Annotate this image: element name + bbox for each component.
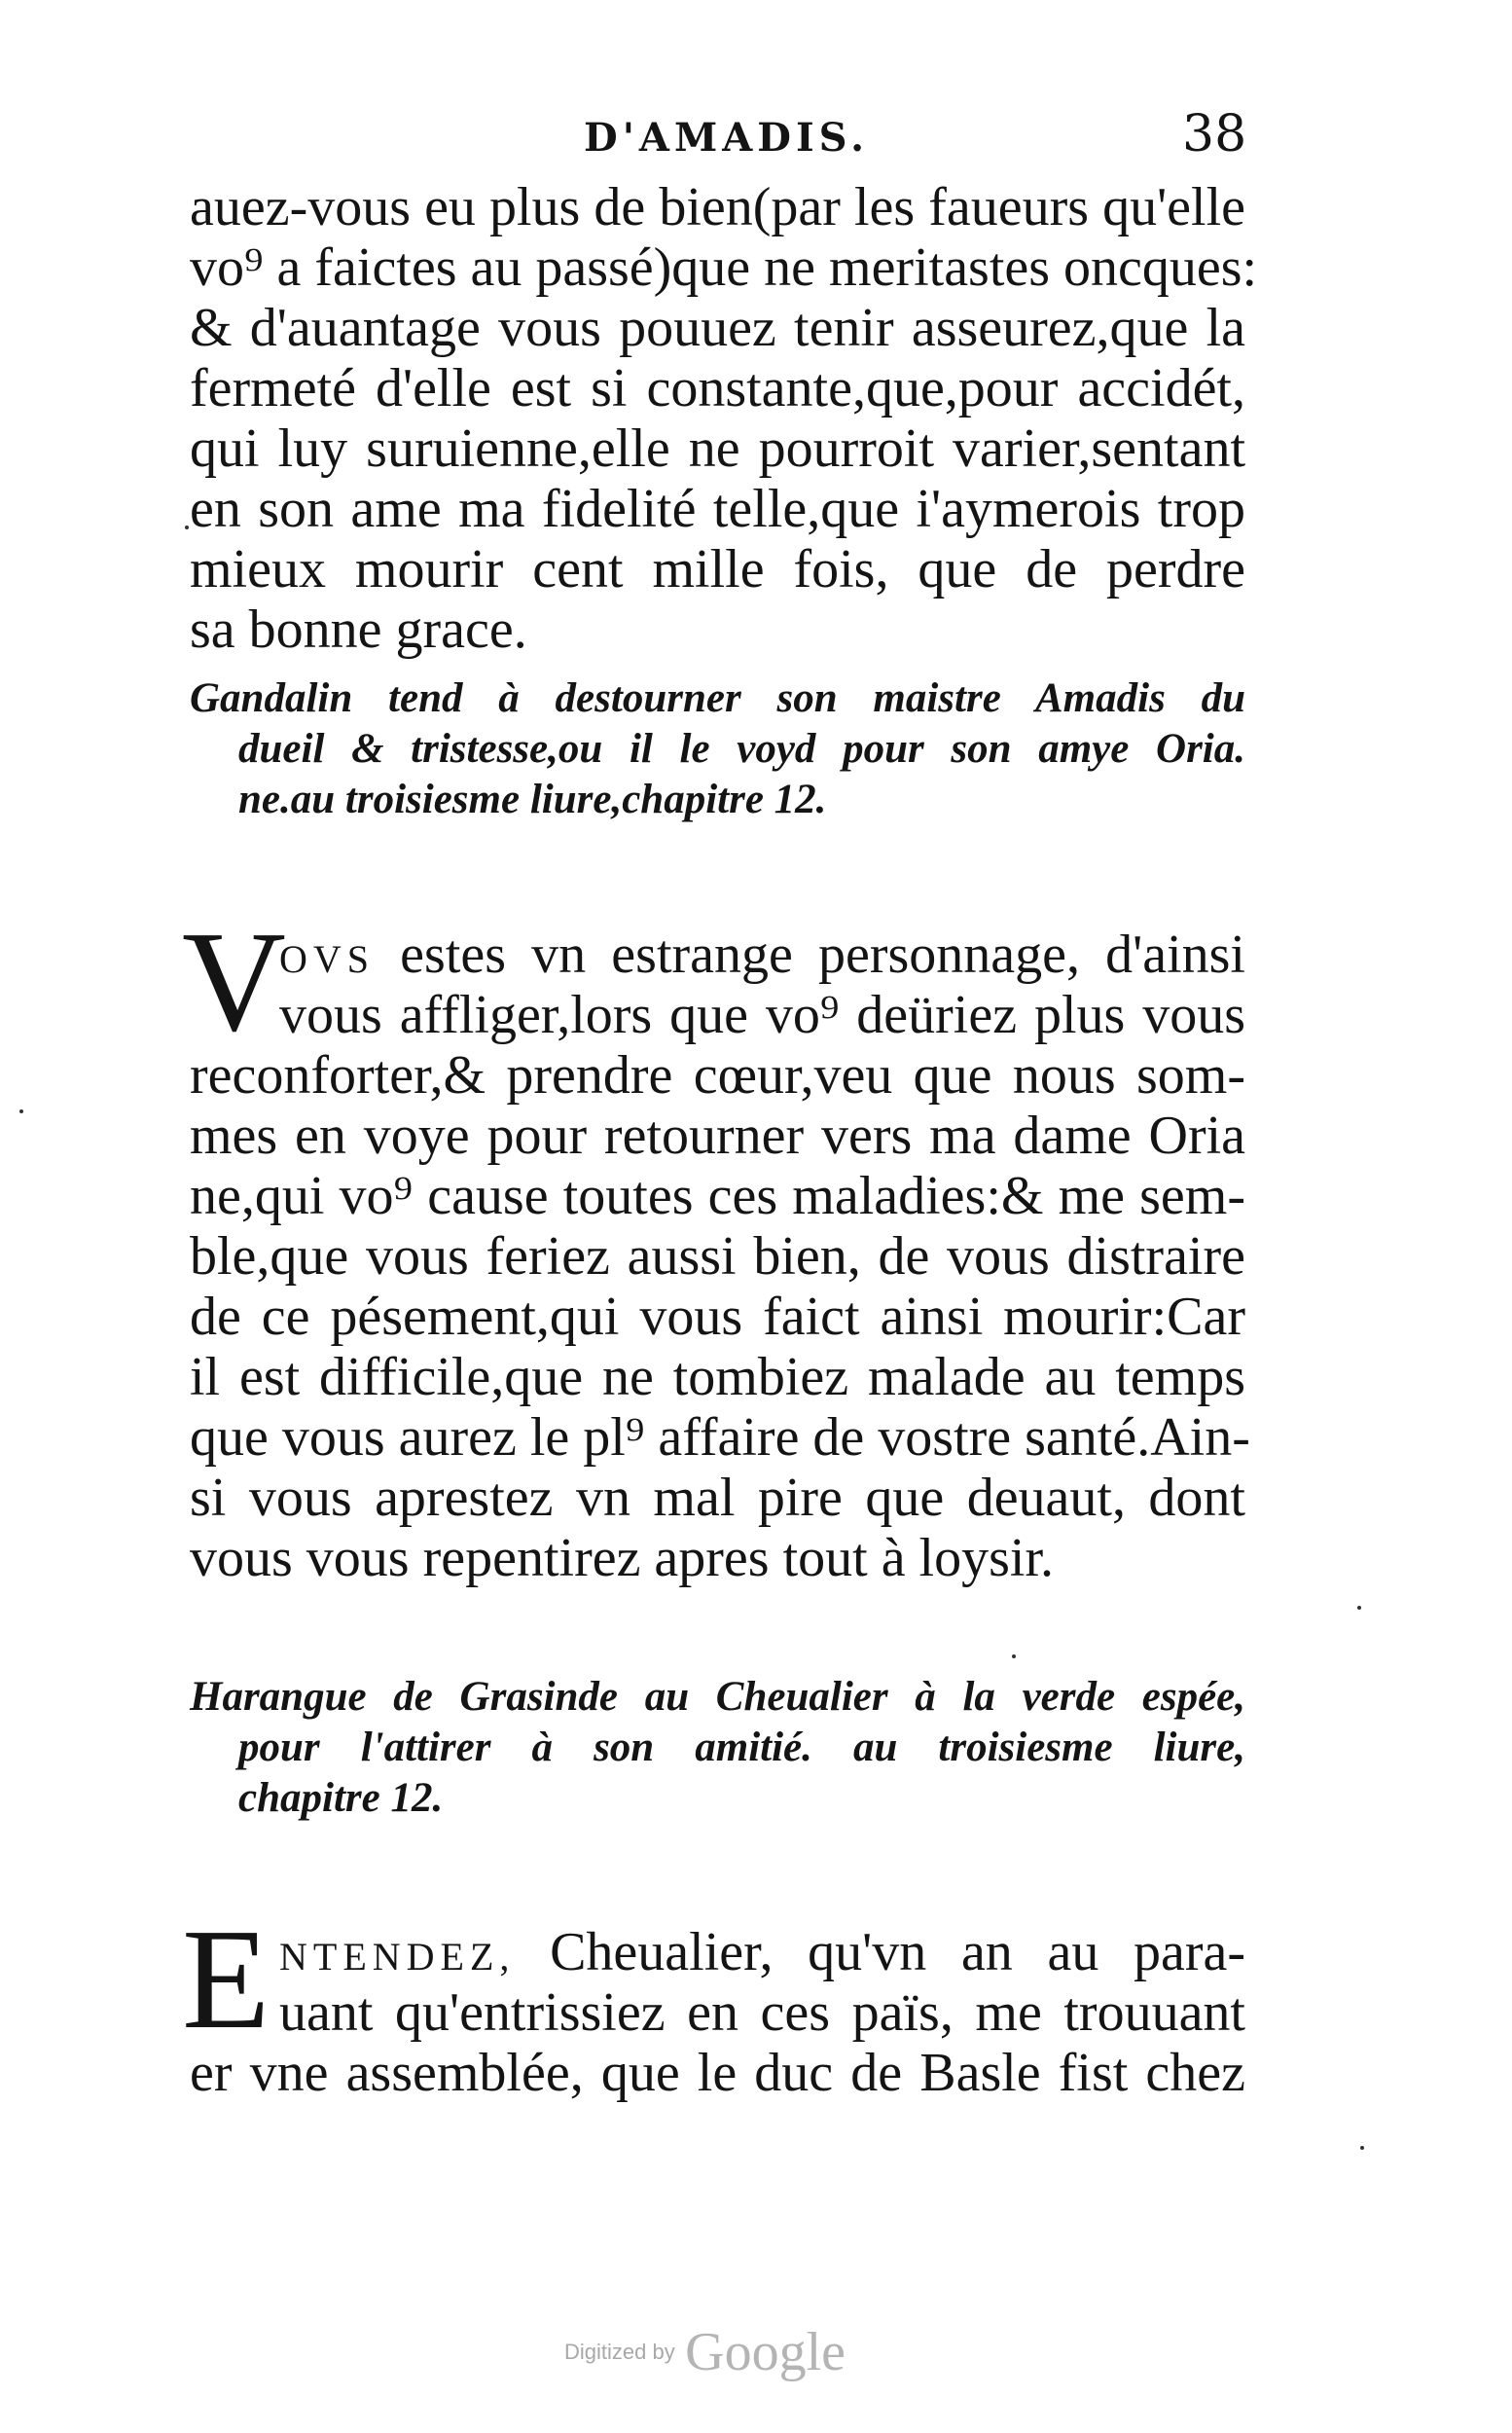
text-line: er vne assemblée, que le duc de Basle fist chez bbox=[190, 2043, 1245, 2103]
text-line bbox=[190, 1922, 1245, 1982]
text-line: qui luy suruienne,elle ne pourroit varier,sentant bbox=[190, 418, 1245, 479]
heading-line: ne.au troisiesme liure,chapitre 12. bbox=[238, 777, 827, 822]
text-line: reconforter,& prendre cœur,veu que nous som- bbox=[190, 1045, 1245, 1106]
heading-line: pour l'attirer à son amitié. au troisiesme liure, bbox=[238, 1725, 1245, 1770]
text-line: uant qu'entrissiez en ces païs, me trouuant bbox=[279, 1982, 1245, 2043]
text-line: fermeté d'elle est si constante,que,pour accidét, bbox=[190, 358, 1245, 418]
page-number: 38 bbox=[1182, 105, 1247, 163]
section-heading-1 bbox=[190, 673, 1245, 825]
heading-line: dueil & tristesse,ou il le voyd pour son amye Oria. bbox=[238, 726, 1245, 772]
text-line: mieux mourir cent mille fois, que de perdre bbox=[190, 539, 1245, 599]
scan-speck bbox=[19, 1109, 23, 1113]
scan-speck bbox=[1357, 1606, 1361, 1610]
google-logo: Google bbox=[685, 2322, 846, 2382]
text-line bbox=[190, 925, 1245, 985]
digitized-by-label: Digitized by bbox=[564, 2340, 675, 2364]
scan-speck bbox=[1360, 2146, 1364, 2150]
text-line: auez-vous eu plus de bien(par les faueurs qu'elle bbox=[190, 177, 1245, 237]
text-line: & d'auantage vous pouuez tenir asseurez,que la bbox=[190, 298, 1245, 358]
text-run: Cheualier, qu'vn an au para- bbox=[515, 1922, 1245, 1982]
text-line: mes en voye pour retourner vers ma dame Oria bbox=[190, 1106, 1245, 1166]
drop-cap-initial: E bbox=[182, 1900, 270, 2059]
text-line: en son ame ma fidelité telle,que i'aymerois trop bbox=[190, 479, 1245, 539]
text-line: ne,qui vo⁹ cause toutes ces maladies:& me sem- bbox=[190, 1166, 1245, 1226]
section-heading-2 bbox=[190, 1672, 1245, 1824]
text-line: sa bonne grace. bbox=[190, 599, 527, 660]
scan-speck bbox=[1012, 1654, 1016, 1658]
digitized-by-google-watermark bbox=[564, 2321, 846, 2383]
text-line: vo⁹ a faictes au passé)que ne meritastes oncques: bbox=[190, 237, 1258, 298]
text-run: estes vn estrange personnage, d'ainsi bbox=[375, 925, 1245, 985]
heading-line: Harangue de Grasinde au Cheualier à la verde espée, bbox=[190, 1674, 1245, 1720]
text-line: ble,que vous feriez aussi bien, de vous distraire bbox=[190, 1226, 1245, 1287]
text-line: si vous aprestez vn mal pire que deuaut, dont bbox=[190, 1468, 1245, 1528]
text-line: il est difficile,que ne tombiez malade au temps bbox=[190, 1347, 1245, 1407]
body-paragraph-1 bbox=[190, 177, 1258, 660]
scan-speck bbox=[185, 526, 189, 529]
text-line: de ce pésement,qui vous faict ainsi mourir:Car bbox=[190, 1287, 1245, 1347]
heading-line: chapitre 12. bbox=[238, 1775, 444, 1821]
running-head: D'AMADIS. bbox=[584, 115, 870, 161]
body-paragraph-3 bbox=[182, 1900, 1245, 2103]
text-line: que vous aurez le pl⁹ affaire de vostre santé.Ain- bbox=[190, 1407, 1250, 1468]
heading-line: Gandalin tend à destourner son maistre Amadis du bbox=[190, 675, 1245, 721]
drop-cap-initial: V bbox=[182, 902, 286, 1062]
text-line: vous vous repentirez apres tout à loysir. bbox=[190, 1528, 1055, 1588]
small-caps-word: OVS bbox=[279, 937, 376, 981]
small-caps-word: NTENDEZ, bbox=[279, 1935, 516, 1979]
text-line: vous affliger,lors que vo⁹ deüriez plus vous bbox=[279, 985, 1245, 1045]
body-paragraph-2 bbox=[182, 902, 1250, 1588]
